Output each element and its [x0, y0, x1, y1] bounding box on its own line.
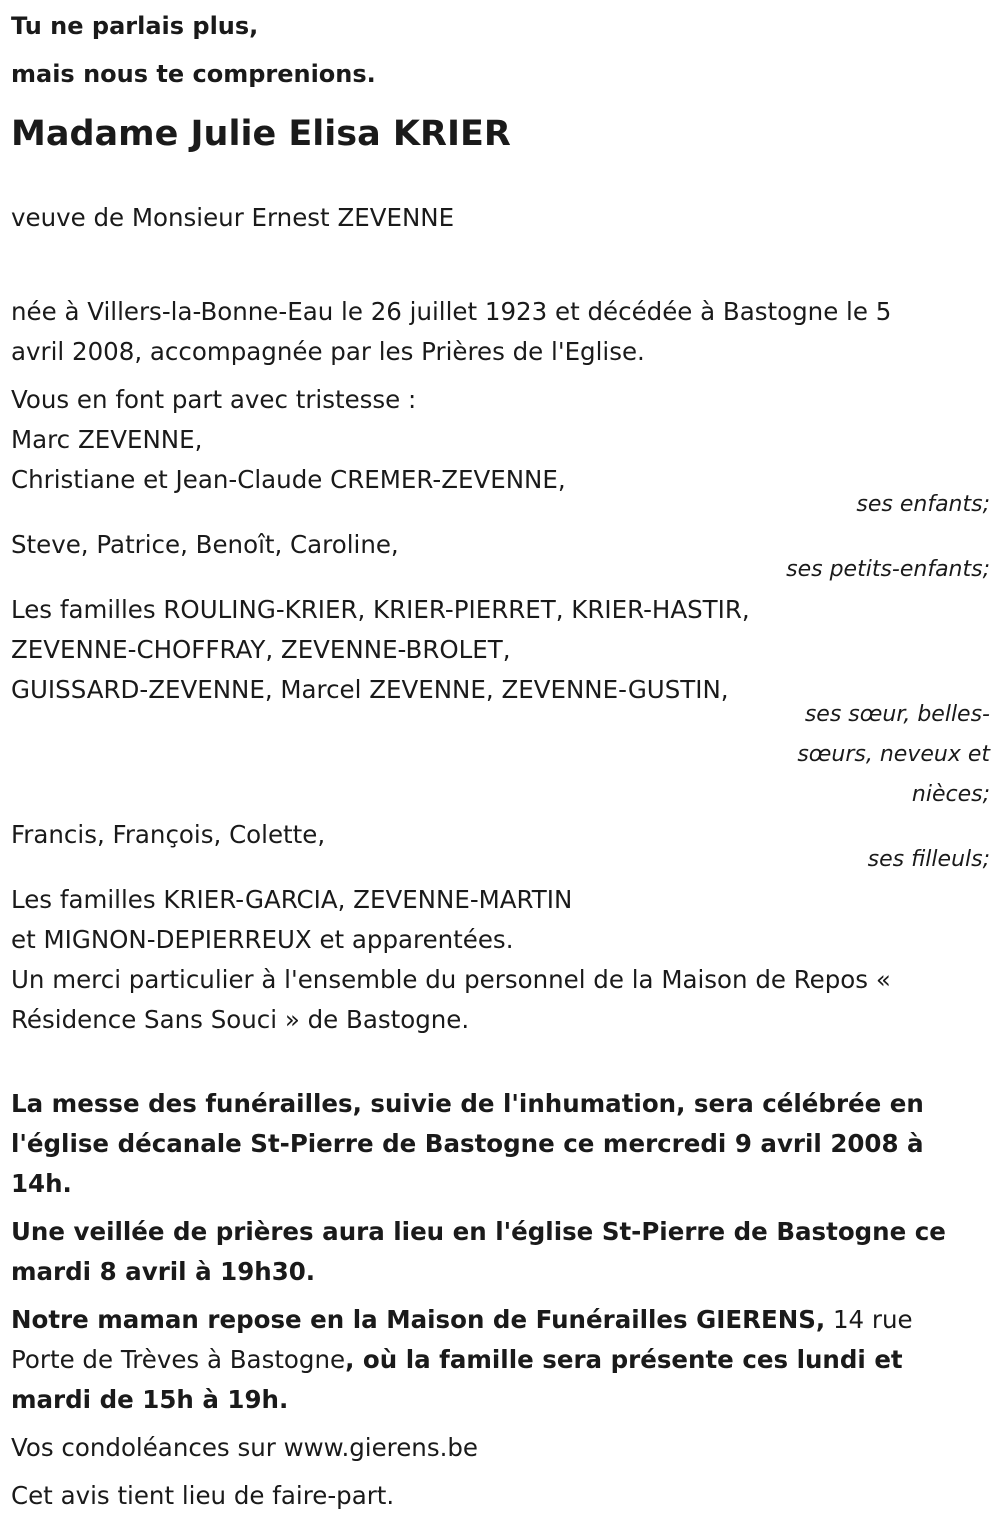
- family-line: Marc ZEVENNE,: [11, 425, 203, 454]
- funeral-line: l'église décanale St-Pierre de Bastogne ce mercredi 9 avril 2008 à 14h.: [11, 1129, 924, 1198]
- family-line: ZEVENNE-CHOFFRAY, ZEVENNE-BROLET,: [11, 635, 511, 664]
- condolences-note: Vos condoléances sur www.gierens.be: [11, 1433, 478, 1462]
- thanks-text: [11, 960, 990, 1040]
- thanks-line: Résidence Sans Souci » de Bastogne.: [11, 1005, 470, 1034]
- vigil-line: Une veillée de prières aura lieu en l'église St-Pierre de Bastogne ce: [11, 1217, 946, 1246]
- poem-line: Tu ne parlais plus,: [11, 12, 259, 40]
- repose-bold: , où la famille sera présente ces lundi et: [345, 1345, 903, 1374]
- role-line: ses sœur, belles-: [804, 702, 990, 727]
- birth-death-line: avril 2008, accompagnée par les Prières de l'Eglise.: [11, 337, 645, 366]
- repose-line: [11, 1340, 990, 1380]
- family-line: Les familles KRIER-GARCIA, ZEVENNE-MARTIN: [11, 885, 573, 914]
- funeral-line: La messe des funérailles, suivie de l'inhumation, sera célébrée en: [11, 1089, 924, 1118]
- poem-line: mais nous te comprenions.: [11, 60, 376, 88]
- role-line: sœurs, neveux et: [797, 742, 990, 767]
- thanks-line: Un merci particulier à l'ensemble du personnel de la Maison de Repos «: [11, 965, 891, 994]
- family-line: et MIGNON-DEPIERREUX et apparentées.: [11, 925, 514, 954]
- closing-note: Cet avis tient lieu de faire-part.: [11, 1481, 395, 1510]
- repose-address: Porte de Trèves à Bastogne: [11, 1345, 346, 1374]
- repose-line: mardi de 15h à 19h.: [11, 1385, 289, 1414]
- birth-death-details: [11, 292, 990, 372]
- repose-address: 14 rue: [825, 1305, 913, 1334]
- related-families: [11, 880, 990, 960]
- godchildren-role: ses filleuls;: [867, 847, 990, 872]
- role-line: nièces;: [911, 782, 990, 807]
- announcement: Vous en font part avec tristesse :: [11, 385, 417, 414]
- vigil-details: [11, 1212, 990, 1292]
- repose-line: [11, 1300, 990, 1340]
- siblings-role: [775, 695, 990, 815]
- siblings-names: [11, 590, 990, 710]
- grandchildren-names: Steve, Patrice, Benoît, Caroline,: [11, 530, 399, 559]
- poem: [11, 2, 990, 98]
- family-line: Les familles ROULING-KRIER, KRIER-PIERRET, KRIER-HASTIR,: [11, 595, 750, 624]
- widow-of: veuve de Monsieur Ernest ZEVENNE: [11, 203, 455, 232]
- godchildren-names: Francis, François, Colette,: [11, 820, 326, 849]
- funeral-details: [11, 1084, 990, 1204]
- deceased-name: Madame Julie Elisa KRIER: [11, 114, 511, 154]
- birth-death-line: née à Villers-la-Bonne-Eau le 26 juillet 1923 et décédée à Bastogne le 5: [11, 297, 892, 326]
- family-line: Christiane et Jean-Claude CREMER-ZEVENNE,: [11, 465, 566, 494]
- children-role: ses enfants;: [856, 492, 990, 517]
- grandchildren-role: ses petits-enfants;: [786, 557, 990, 582]
- obituary-page: [0, 2, 1000, 1510]
- family-section: [11, 380, 990, 1040]
- family-line: GUISSARD-ZEVENNE, Marcel ZEVENNE, ZEVENNE-GUSTIN,: [11, 675, 729, 704]
- repose-details: [11, 1300, 990, 1420]
- vigil-line: mardi 8 avril à 19h30.: [11, 1257, 316, 1286]
- repose-bold: Notre maman repose en la Maison de Funérailles GIERENS,: [11, 1305, 826, 1334]
